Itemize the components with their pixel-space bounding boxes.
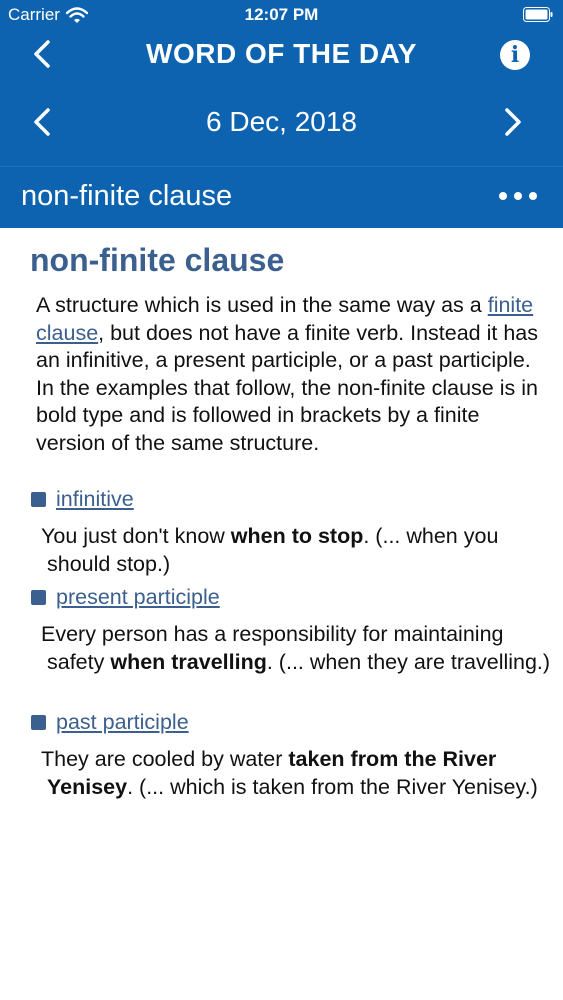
header-divider [0, 166, 563, 167]
example-bold: taken from the River Yenisey [47, 747, 497, 799]
example-bold: when to stop [230, 524, 364, 548]
bullet-icon [31, 492, 46, 507]
sense-infinitive[interactable] [31, 487, 134, 512]
info-icon[interactable]: i [500, 40, 530, 70]
example-present-participle [41, 621, 552, 676]
example-bold: when travelling [110, 649, 267, 674]
sense-label[interactable]: infinitive [56, 487, 134, 511]
next-chevron-icon[interactable] [497, 102, 527, 142]
example-text: . (... when you should stop.) [47, 524, 499, 576]
definition-text-start: A structure which is used in the same way as a [36, 293, 488, 317]
sense-label[interactable]: past participle [56, 710, 189, 734]
bullet-icon [31, 715, 46, 730]
battery-icon [523, 7, 553, 22]
example-text: . (... which is taken from the River Yenisey.) [127, 774, 538, 799]
example-text: Every person has a responsibility for maintaining safety [41, 622, 504, 674]
example-infinitive [41, 523, 552, 578]
date-navigator [0, 98, 563, 146]
header [0, 0, 563, 228]
example-text: You just don't know [41, 524, 231, 548]
status-time: 12:07 PM [244, 5, 319, 24]
bullet-icon [31, 590, 46, 605]
finite-clause-link[interactable]: finite clause [36, 293, 534, 345]
page-title: WORD OF THE DAY [146, 38, 417, 69]
headword: non-finite clause [30, 242, 285, 278]
word-bar [0, 172, 563, 228]
sense-past-participle[interactable] [31, 710, 189, 735]
more-icon[interactable] [499, 192, 537, 200]
nav-bar [0, 30, 563, 78]
definition [36, 292, 546, 457]
example-text: They are cooled by water [41, 747, 289, 771]
sense-present-participle[interactable] [31, 585, 220, 610]
definition-text-end: , but does not have a finite verb. Instead it has an infinitive, a present participle, or a past participle. In the examples that follow, the non-finite clause is in bold type and is followed in brackets by a finite version of the same structure. [36, 320, 538, 455]
example-past-participle [41, 746, 552, 801]
word-bar-title: non-finite clause [21, 180, 233, 212]
sense-label[interactable]: present participle [56, 585, 220, 609]
example-text: . (... when they are travelling.) [266, 649, 551, 674]
status-bar [0, 0, 563, 30]
date-label: 6 Dec, 2018 [206, 106, 357, 137]
carrier-label: Carrier [8, 5, 60, 24]
